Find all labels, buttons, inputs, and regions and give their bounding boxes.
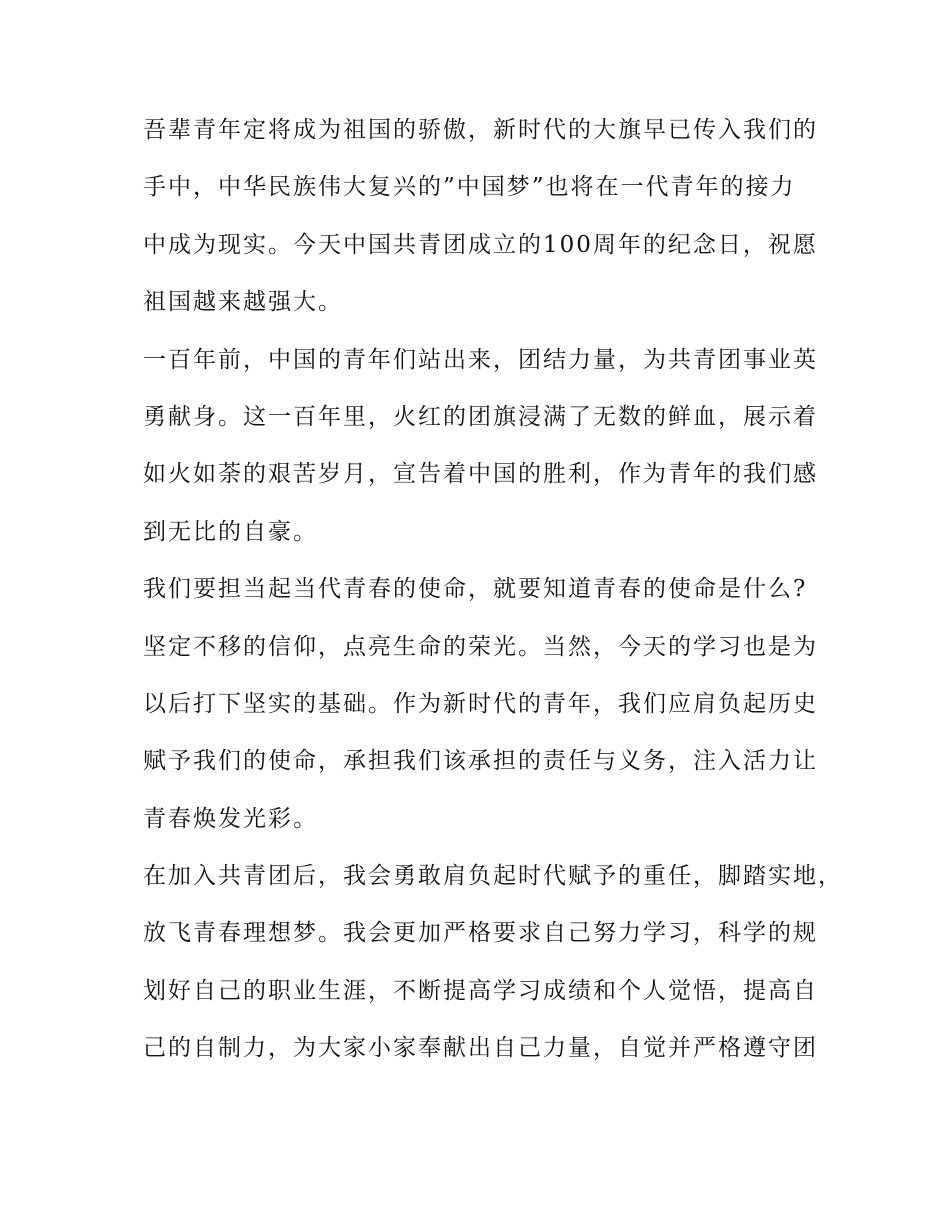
text-line: 吾辈青年定将成为祖国的骄傲，新时代的大旗早已传入我们的 — [143, 117, 818, 143]
text-line: 一百年前，中国的青年们站出来，团结力量，为共青团事业英 — [143, 346, 818, 373]
text-line: 我们要担当起当代青春的使命，就要知道青春的使命是什么? — [143, 576, 808, 603]
text-line: 手中，中华民族伟大复兴的”中国梦”也将在一代青年的接力 — [143, 174, 796, 201]
text-line: 赋予我们的使命，承担我们该承担的责任与义务，注入活力让 — [143, 748, 818, 775]
text-line: 到无比的自豪。 — [143, 518, 318, 545]
text-line: 中成为现实。今天中国共青团成立的100周年的纪念日，祝愿 — [143, 231, 818, 258]
text-line: 划好自己的职业生涯，不断提高学习成绩和个人觉悟，提高自 — [143, 977, 818, 1004]
text-line: 己的自制力，为大家小家奉献出自己力量，自觉并严格遵守团 — [143, 1035, 818, 1062]
text-line: 如火如荼的艰苦岁月，宣告着中国的胜利，作为青年的我们感 — [143, 461, 818, 488]
text-line: 在加入共青团后，我会勇敢肩负起时代赋予的重任，脚踏实地， — [143, 863, 843, 890]
document-body — [143, 102, 843, 1078]
text-line: 祖国越来越强大。 — [143, 289, 343, 316]
text-line: 放飞青春理想梦。我会更加严格要求自己努力学习，科学的规 — [143, 920, 818, 947]
text-line: 以后打下坚实的基础。作为新时代的青年，我们应肩负起历史 — [143, 690, 818, 717]
text-line: 坚定不移的信仰，点亮生命的荣光。当然，今天的学习也是为 — [143, 633, 818, 660]
text-line: 勇献身。这一百年里，火红的团旗浸满了无数的鲜血，展示着 — [143, 403, 818, 430]
text-line: 青春焕发光彩。 — [143, 805, 318, 832]
